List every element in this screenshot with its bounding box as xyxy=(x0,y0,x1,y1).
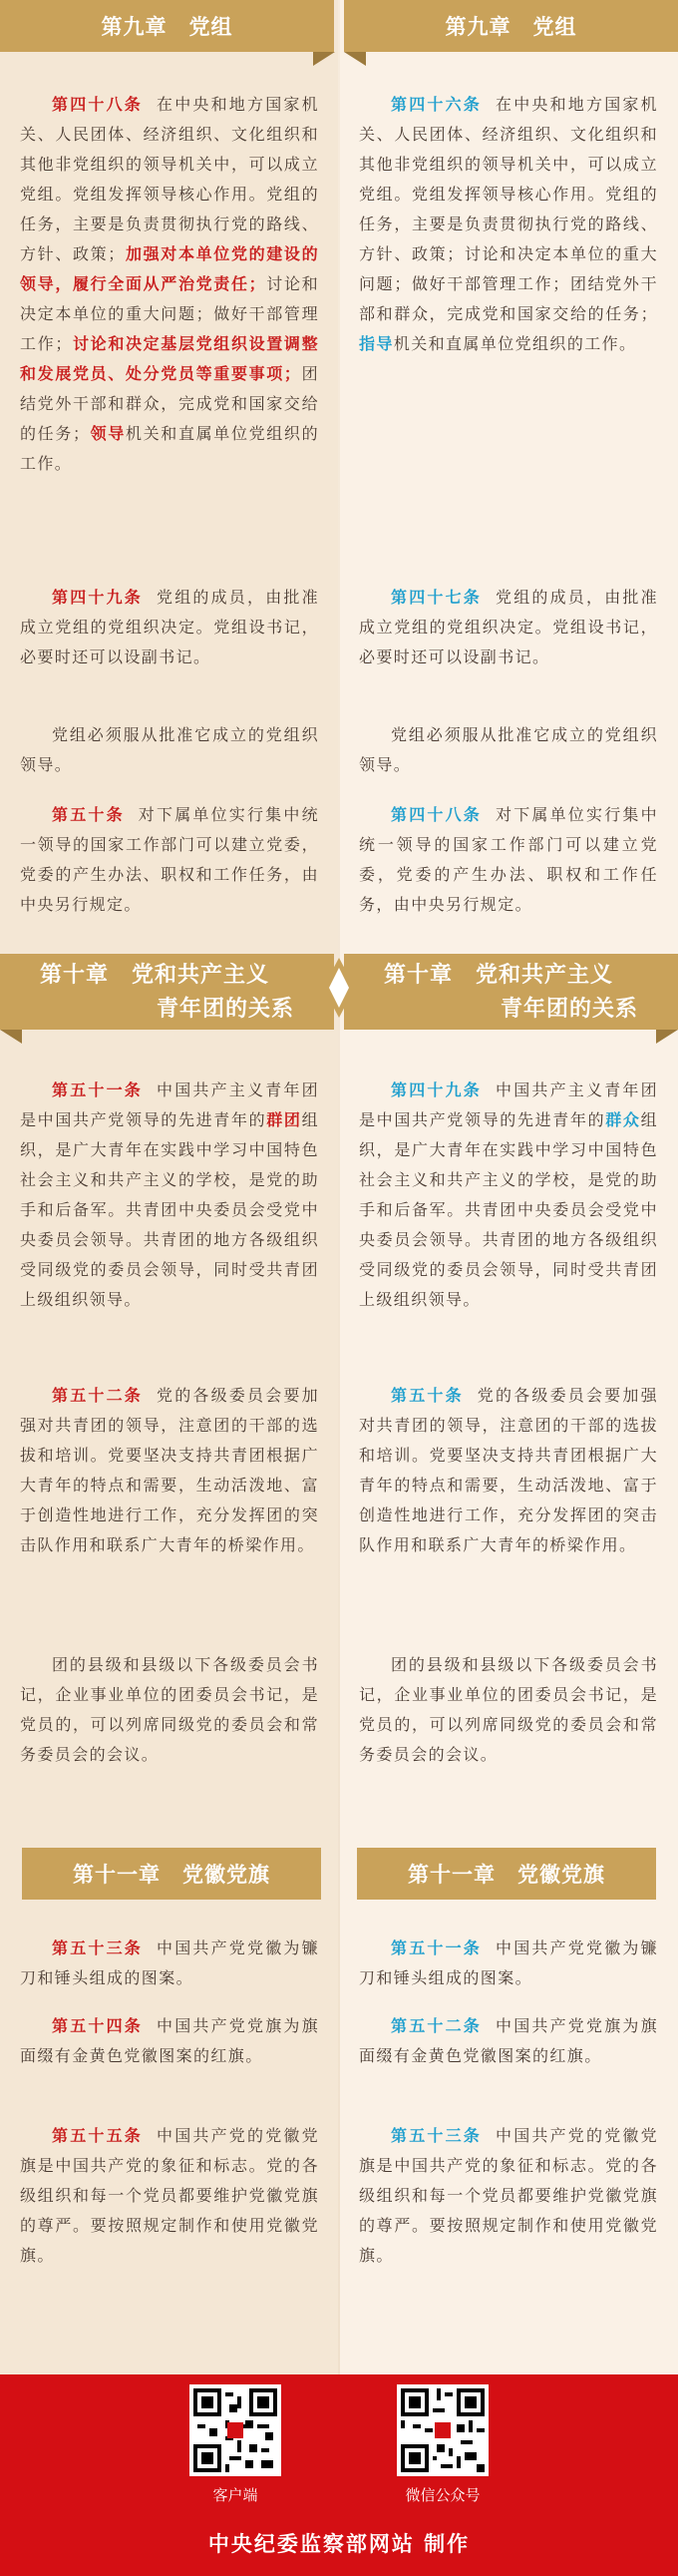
chapter-title: 第九章 党组 xyxy=(101,14,233,39)
article-50 xyxy=(359,1381,658,1560)
article-text: 党组的成员，由批准成立党组的党组织决定。党组设书记，必要时还可以设副书记。 xyxy=(359,588,658,666)
article-47-para2 xyxy=(359,720,658,780)
qr-label-wechat: 微信公众号 xyxy=(405,2486,481,2504)
article-text: 党组必须服从批准它成立的党组织领导。 xyxy=(20,725,319,774)
chapter-title-line2: 青年团的关系 xyxy=(500,996,638,1022)
article-number: 第五十五条 xyxy=(52,2126,143,2145)
article-number: 第五十三条 xyxy=(391,2126,482,2145)
highlight-text: 指导 xyxy=(359,334,394,353)
article-text: 团结党外干部和群众，完成党和国家交给的任务； xyxy=(20,364,319,443)
article-53 xyxy=(359,2121,658,2271)
column-divider xyxy=(338,0,340,2374)
qr-code-icon xyxy=(401,2388,485,2472)
article-51 xyxy=(20,1075,319,1315)
chapter-title: 第九章 党组 xyxy=(445,14,577,39)
qr-code-icon xyxy=(193,2388,277,2472)
article-number: 第五十一条 xyxy=(52,1080,143,1099)
chapter-10-banner xyxy=(344,954,678,1030)
article-48 xyxy=(20,90,319,479)
article-number: 第五十条 xyxy=(52,805,125,824)
article-text: 组织，是广大青年在实践中学习中国特色社会主义和共产主义的学校，是党的助手和后备军。共青团中央委员会受党中央委员会领导。共青团的地方各级组织受同级党的委员会领导，同时受共青团上级组织领导。 xyxy=(359,1110,658,1309)
article-number: 第五十二条 xyxy=(391,2016,482,2035)
article-text: 对下属单位实行集中统一领导的国家工作部门可以建立党委，党委的产生办法、职权和工作任务，由中央另行规定。 xyxy=(20,805,319,914)
article-52-para2 xyxy=(20,1650,319,1770)
article-text: 党的各级委员会要加强对共青团的领导，注意团的干部的选拔和培训。党要坚决支持共青团根据广大青年的特点和需要，生动活泼地、富于创造性地进行工作，充分发挥团的突击队作用和联系广大青年的桥梁作用。 xyxy=(20,1386,319,1554)
article-text: 中国共产党的党徽党旗是中国共产党的象征和标志。党的各级组织和每一个党员都要维护党徽党旗的尊严。要按照规定制作和使用党徽党旗。 xyxy=(20,2126,319,2265)
highlight-text: 加强对本单位党的建设的领导，履行全面从严治党责任； xyxy=(20,244,319,293)
article-48 xyxy=(359,800,658,920)
banner-fold xyxy=(656,1030,678,1044)
highlight-text: 群团 xyxy=(266,1110,302,1129)
article-text: 中国共产主义青年团是中国共产党领导的先进青年的 xyxy=(359,1080,658,1129)
article-text: 对下属单位实行集中统一领导的国家工作部门可以建立党委，党委的产生办法、职权和工作任务，由中央另行规定。 xyxy=(359,805,658,914)
banner-fold xyxy=(344,52,366,66)
article-51 xyxy=(359,1933,658,1993)
chapter-10-banner xyxy=(0,954,334,1030)
article-text: 团的县级和县级以下各级委员会书记，企业事业单位的团委员会书记，是党员的，可以列席同级党的委员会和常务委员会的会议。 xyxy=(359,1655,658,1764)
article-text: 讨论和决定本单位的重大问题；做好干部管理工作； xyxy=(20,274,320,353)
article-text: 机关和直属单位党组织的工作。 xyxy=(20,424,319,473)
banner-fold xyxy=(313,52,335,66)
chapter-title-line2: 青年团的关系 xyxy=(156,996,294,1022)
article-number: 第四十六条 xyxy=(391,95,482,114)
article-55 xyxy=(20,2121,319,2271)
highlight-text: 领导 xyxy=(90,424,126,443)
chapter-11-banner xyxy=(22,1848,321,1900)
article-text: 在中央和地方国家机关、人民团体、经济组织、文化组织和其他非党组织的领导机关中，可以成立党组。党组发挥领导核心作用。党组的任务，主要是负责贯彻执行党的路线、方针、政策； xyxy=(20,95,319,263)
chapter-title: 第十一章 党徽党旗 xyxy=(73,1862,270,1887)
article-50-para2 xyxy=(359,1650,658,1770)
chapter-title-line1: 第十章 党和共产主义 xyxy=(40,962,270,988)
qr-code-client[interactable] xyxy=(189,2384,281,2476)
highlight-text: 群众 xyxy=(605,1110,641,1129)
chapter-title-line1: 第十章 党和共产主义 xyxy=(384,962,614,988)
article-number: 第五十二条 xyxy=(52,1386,143,1405)
article-text: 机关和直属单位党组织的工作。 xyxy=(393,334,637,353)
article-text: 中国共产主义青年团是中国共产党领导的先进青年的 xyxy=(20,1080,319,1129)
article-52 xyxy=(20,1381,319,1560)
article-47 xyxy=(359,583,658,672)
article-text: 中国共产党党旗为旗面缀有金黄色党徽图案的红旗。 xyxy=(20,2016,319,2065)
article-text: 在中央和地方国家机关、人民团体、经济组织、文化组织和其他非党组织的领导机关中，可以成立党组。党组发挥领导核心作用。党组的任务，主要是负责贯彻执行党的路线、方针、政策；讨论和决定本单位的重大问题；做好干部管理工作；团结党外干部和群众，完成党和国家交给的任务； xyxy=(359,95,658,323)
chapter-11-banner xyxy=(357,1848,656,1900)
article-number: 第四十九条 xyxy=(391,1080,482,1099)
article-text: 党组必须服从批准它成立的党组织领导。 xyxy=(359,725,658,774)
article-text: 组织，是广大青年在实践中学习中国特色社会主义和共产主义的学校，是党的助手和后备军。共青团中央委员会受党中央委员会领导。共青团的地方各级组织受同级党的委员会领导，同时受共青团上级组织领导。 xyxy=(20,1110,319,1309)
chapter-9-banner xyxy=(344,0,678,52)
article-text: 中国共产党党旗为旗面缀有金黄色党徽图案的红旗。 xyxy=(359,2016,658,2065)
article-text: 中国共产党的党徽党旗是中国共产党的象征和标志。党的各级组织和每一个党员都要维护党徽党旗的尊严。要按照规定制作和使用党徽党旗。 xyxy=(359,2126,658,2265)
article-number: 第四十九条 xyxy=(52,588,143,607)
article-53 xyxy=(20,1933,319,1993)
article-text: 团的县级和县级以下各级委员会书记，企业事业单位的团委员会书记，是党员的，可以列席同级党的委员会和常务委员会的会议。 xyxy=(20,1655,319,1764)
article-number: 第四十七条 xyxy=(391,588,482,607)
article-46 xyxy=(359,90,658,359)
chapter-title: 第十一章 党徽党旗 xyxy=(408,1862,605,1887)
article-49 xyxy=(359,1075,658,1315)
article-number: 第四十八条 xyxy=(52,95,143,114)
diamond-ornament xyxy=(323,958,355,1018)
banner-fold xyxy=(0,1030,22,1044)
article-number: 第五十四条 xyxy=(52,2016,143,2035)
article-text: 党的各级委员会要加强对共青团的领导，注意团的干部的选拔和培训。党要坚决支持共青团根据广大青年的特点和需要，生动活泼地、富于创造性地进行工作，充分发挥团的突击队作用和联系广大青年的桥梁作用。 xyxy=(359,1386,658,1554)
article-54 xyxy=(20,2011,319,2071)
chapter-9-banner xyxy=(0,0,334,52)
article-50 xyxy=(20,800,319,920)
footer-credit: 中央纪委监察部网站 制作 xyxy=(207,2532,471,2556)
right-column-new-text xyxy=(339,0,678,2374)
article-number: 第五十条 xyxy=(391,1386,464,1405)
highlight-text: 讨论和决定基层党组织设置调整和发展党员、处分党员等重要事项； xyxy=(20,334,319,383)
article-text: 党组的成员，由批准成立党组的党组织决定。党组设书记，必要时还可以设副书记。 xyxy=(20,588,319,666)
article-number: 第五十三条 xyxy=(52,1938,143,1957)
article-49 xyxy=(20,583,319,672)
qr-code-wechat[interactable] xyxy=(397,2384,489,2476)
article-text: 中国共产党党徽为镰刀和锤头组成的图案。 xyxy=(359,1938,658,1987)
article-52 xyxy=(359,2011,658,2071)
article-text: 中国共产党党徽为镰刀和锤头组成的图案。 xyxy=(20,1938,319,1987)
article-49-para2 xyxy=(20,720,319,780)
qr-label-client: 客户端 xyxy=(212,2486,258,2504)
article-number: 第五十一条 xyxy=(391,1938,482,1957)
left-column-old-text xyxy=(0,0,339,2374)
article-number: 第四十八条 xyxy=(391,805,482,824)
